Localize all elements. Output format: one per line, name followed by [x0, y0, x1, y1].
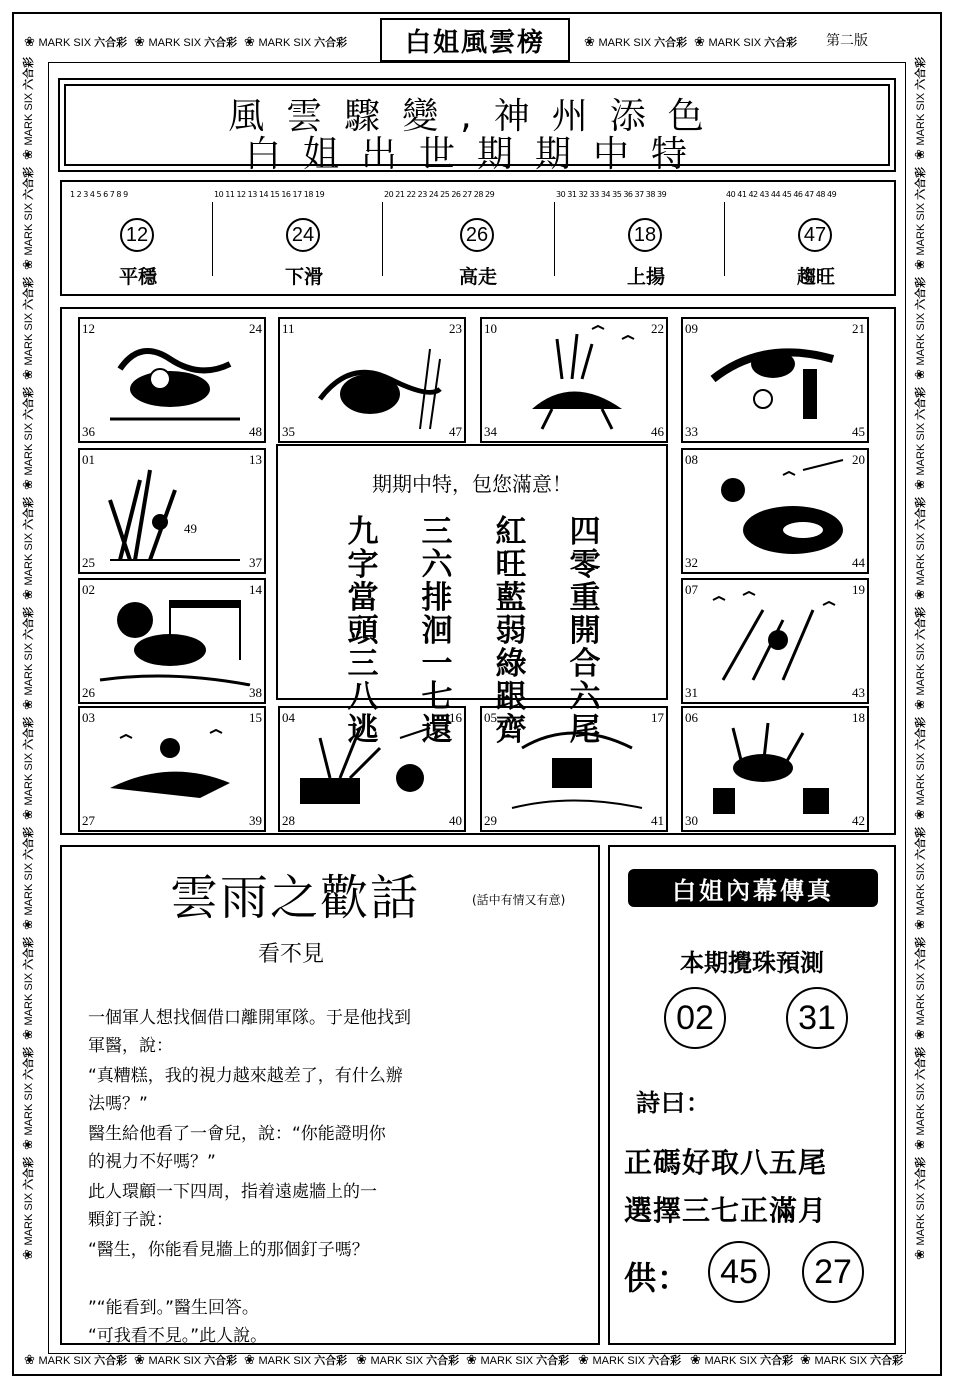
number-strip-4: 30 31 32 33 34 35 36 37 38 39	[556, 190, 667, 199]
tile-number: 10	[484, 321, 497, 336]
tile-number: 30	[685, 813, 698, 828]
watermark-item	[912, 497, 928, 600]
watermark-item	[134, 34, 237, 50]
flower-icon: ❀	[690, 1352, 705, 1367]
watermark-logo: 六合彩	[915, 56, 927, 90]
watermark-text: MARK SIX	[23, 969, 35, 1026]
tile-number: 12	[82, 321, 95, 336]
tile-number: 39	[249, 813, 262, 828]
flower-icon: ❀	[20, 585, 35, 600]
number-strip-1: 1 2 3 4 5 6 7 8 9	[70, 190, 128, 199]
joke-line: 法嗎？”	[88, 1094, 148, 1114]
illustration-image	[80, 319, 266, 443]
supply-label: 供：	[624, 1259, 691, 1297]
watermark-logo: 六合彩	[426, 1355, 460, 1367]
tile-number: 21	[852, 321, 865, 336]
flower-icon: ❀	[912, 695, 927, 710]
poem-column: 三六排洄一七還	[421, 514, 453, 748]
illustration-image	[280, 319, 466, 443]
watermark-text: MARK SIX	[23, 89, 35, 146]
watermark-item	[20, 717, 36, 820]
poem-column: 紅旺藍弱綠跟齊	[495, 514, 527, 748]
picture-tile	[78, 706, 266, 832]
joke-line: 的視力不好嗎？”	[88, 1152, 216, 1172]
flower-icon: ❀	[912, 915, 927, 930]
watermark-text: MARK SIX	[23, 199, 35, 256]
watermark-logo: 六合彩	[536, 1355, 570, 1367]
tile-number: 49	[184, 521, 197, 536]
watermark-item	[20, 387, 36, 490]
watermark-text: MARK SIX	[38, 37, 95, 49]
flower-icon: ❀	[24, 1352, 39, 1367]
tile-number: 19	[852, 582, 865, 597]
watermark-item	[20, 827, 36, 930]
watermark-item	[912, 937, 928, 1040]
watermark-text: MARK SIX	[915, 1079, 927, 1136]
watermark-logo: 六合彩	[915, 716, 927, 750]
watermark-item	[694, 34, 797, 50]
watermark-logo: 六合彩	[314, 37, 348, 49]
divider	[382, 202, 383, 276]
watermark-item	[912, 57, 928, 160]
picture-tile	[681, 578, 869, 704]
watermark-text: MARK SIX	[370, 1355, 427, 1367]
tile-number: 37	[249, 555, 262, 570]
watermark-logo: 六合彩	[94, 37, 128, 49]
divider	[212, 202, 213, 276]
picture-tile	[480, 317, 668, 443]
watermark-text: MARK SIX	[915, 529, 927, 586]
joke-title: 雲雨之歡話	[170, 870, 421, 926]
watermark-logo: 六合彩	[915, 936, 927, 970]
watermark-item	[244, 34, 347, 50]
watermark-logo: 六合彩	[23, 936, 35, 970]
tile-number: 22	[651, 321, 664, 336]
poem-column: 四零重開合六尾	[569, 514, 601, 748]
trend-ball: 26	[460, 218, 494, 252]
illustration-image	[80, 450, 266, 574]
tile-number: 02	[82, 582, 95, 597]
joke-line: 一個軍人想找個借口離開軍隊。于是他找到	[88, 1008, 411, 1028]
watermark-text: MARK SIX	[23, 1079, 35, 1136]
watermark-text: MARK SIX	[915, 1189, 927, 1246]
watermark-logo: 六合彩	[23, 496, 35, 530]
joke-heading: 看不見	[258, 942, 325, 967]
edition-label: 第二版	[826, 33, 868, 49]
flower-icon: ❀	[912, 1135, 927, 1150]
side-poem-line: 正碼好取八五尾	[624, 1146, 828, 1179]
flower-icon: ❀	[912, 1245, 927, 1260]
watermark-text: MARK SIX	[148, 37, 205, 49]
watermark-text: MARK SIX	[258, 37, 315, 49]
watermark-logo: 六合彩	[204, 37, 238, 49]
insider-panel	[608, 845, 896, 1345]
trend-label: 高走	[458, 266, 497, 288]
side-poem-line: 選擇三七正滿月	[624, 1194, 828, 1227]
flower-icon: ❀	[356, 1352, 371, 1367]
tile-number: 31	[685, 685, 698, 700]
watermark-text: MARK SIX	[23, 419, 35, 476]
trend-label: 平穩	[118, 266, 157, 288]
trend-label: 上揚	[626, 266, 665, 288]
watermark-item	[24, 1352, 127, 1368]
picture-tile	[681, 448, 869, 574]
tile-number: 29	[484, 813, 497, 828]
tile-number: 47	[449, 424, 462, 439]
flower-icon: ❀	[244, 1352, 259, 1367]
tile-number: 46	[651, 424, 664, 439]
watermark-item	[912, 1047, 928, 1150]
watermark-item	[912, 387, 928, 490]
flower-icon: ❀	[694, 34, 709, 49]
tile-number: 18	[852, 710, 865, 725]
watermark-text: MARK SIX	[598, 37, 655, 49]
tile-number: 08	[685, 452, 698, 467]
watermark-item	[912, 717, 928, 820]
watermark-text: MARK SIX	[480, 1355, 537, 1367]
joke-line: 醫生給他看了一會兒，說：“你能證明你	[88, 1124, 386, 1144]
watermark-text: MARK SIX	[915, 89, 927, 146]
watermark-item	[24, 34, 127, 50]
joke-line: 此人環顧一下四周，指着遠處牆上的一	[88, 1182, 377, 1202]
flower-icon: ❀	[20, 475, 35, 490]
watermark-item	[20, 1157, 36, 1260]
flower-icon: ❀	[912, 475, 927, 490]
flower-icon: ❀	[912, 1025, 927, 1040]
flower-icon: ❀	[800, 1352, 815, 1367]
insider-banner: 白姐內幕傳真	[628, 869, 878, 907]
watermark-text: MARK SIX	[23, 639, 35, 696]
joke-line: 顆釘子說：	[88, 1210, 173, 1230]
page-title: 白姐風雲榜	[380, 18, 570, 62]
watermark-item	[356, 1352, 459, 1368]
watermark-item	[20, 57, 36, 160]
watermark-logo: 六合彩	[915, 606, 927, 640]
tile-number: 44	[852, 555, 865, 570]
tile-number: 04	[282, 710, 295, 725]
watermark-text: MARK SIX	[23, 529, 35, 586]
headline-line-1: 風雲驟變,神州添色	[228, 96, 726, 137]
watermark-logo: 六合彩	[654, 37, 688, 49]
watermark-item	[690, 1352, 793, 1368]
watermark-text: MARK SIX	[915, 199, 927, 256]
watermark-item	[20, 607, 36, 710]
headline-box	[58, 78, 896, 175]
number-strip-5: 40 41 42 43 44 45 46 47 48 49	[726, 190, 837, 199]
watermark-logo: 六合彩	[23, 1156, 35, 1190]
illustration-image	[683, 708, 869, 832]
watermark-item	[912, 607, 928, 710]
supply-ball: 27	[802, 1241, 864, 1303]
flower-icon: ❀	[912, 585, 927, 600]
watermark-logo: 六合彩	[915, 1046, 927, 1080]
tile-number: 26	[82, 685, 95, 700]
flower-icon: ❀	[20, 255, 35, 270]
joke-line: “醫生，你能看見牆上的那個釘子嗎？	[88, 1240, 369, 1260]
number-strip-2: 10 11 12 13 14 15 16 17 18 19	[214, 190, 325, 199]
watermark-text: MARK SIX	[23, 309, 35, 366]
illustration-image	[80, 580, 266, 704]
poem-column: 九字當頭三八逃	[347, 514, 379, 748]
watermark-text: MARK SIX	[915, 419, 927, 476]
flower-icon: ❀	[134, 1352, 149, 1367]
watermark-item	[20, 277, 36, 380]
watermark-logo: 六合彩	[23, 386, 35, 420]
watermark-text: MARK SIX	[915, 859, 927, 916]
watermark-item	[20, 167, 36, 270]
watermark-text: MARK SIX	[915, 309, 927, 366]
flower-icon: ❀	[20, 695, 35, 710]
tile-number: 27	[82, 813, 95, 828]
trend-label: 下滑	[284, 266, 323, 288]
watermark-item	[20, 937, 36, 1040]
divider	[554, 202, 555, 276]
forecast-ball: 02	[664, 987, 726, 1049]
flower-icon: ❀	[20, 145, 35, 160]
tile-number: 36	[82, 424, 95, 439]
watermark-text: MARK SIX	[708, 37, 765, 49]
watermark-logo: 六合彩	[23, 826, 35, 860]
watermark-logo: 六合彩	[915, 826, 927, 860]
tile-number: 20	[852, 452, 865, 467]
trend-label: 趨旺	[796, 266, 835, 288]
tile-number: 28	[282, 813, 295, 828]
watermark-text: MARK SIX	[704, 1355, 761, 1367]
tile-number: 14	[249, 582, 262, 597]
watermark-text: MARK SIX	[23, 859, 35, 916]
watermark-item	[584, 34, 687, 50]
watermark-item	[466, 1352, 569, 1368]
flower-icon: ❀	[912, 145, 927, 160]
watermark-item	[912, 277, 928, 380]
tile-number: 07	[685, 582, 698, 597]
tile-number: 42	[852, 813, 865, 828]
watermark-text: MARK SIX	[23, 749, 35, 806]
watermark-logo: 六合彩	[23, 1046, 35, 1080]
watermark-item	[912, 1157, 928, 1260]
tile-number: 41	[651, 813, 664, 828]
flower-icon: ❀	[20, 805, 35, 820]
watermark-item	[20, 497, 36, 600]
tile-number: 23	[449, 321, 462, 336]
tile-number: 33	[685, 424, 698, 439]
watermark-text: MARK SIX	[258, 1355, 315, 1367]
watermark-text: MARK SIX	[23, 1189, 35, 1246]
watermark-item	[578, 1352, 681, 1368]
picture-tile	[278, 317, 466, 443]
flower-icon: ❀	[584, 34, 599, 49]
watermark-logo: 六合彩	[204, 1355, 238, 1367]
flower-icon: ❀	[912, 255, 927, 270]
watermark-logo: 六合彩	[870, 1355, 904, 1367]
watermark-logo: 六合彩	[23, 606, 35, 640]
trend-ball: 24	[286, 218, 320, 252]
tile-number: 45	[852, 424, 865, 439]
picture-tile	[681, 706, 869, 832]
flower-icon: ❀	[912, 805, 927, 820]
flower-icon: ❀	[244, 34, 259, 49]
forecast-title: 本期攪珠預測	[680, 949, 824, 977]
watermark-text: MARK SIX	[915, 639, 927, 696]
flower-icon: ❀	[20, 1245, 35, 1260]
illustration-image	[683, 580, 869, 704]
tile-number: 38	[249, 685, 262, 700]
watermark-logo: 六合彩	[23, 716, 35, 750]
supply-ball: 45	[708, 1241, 770, 1303]
watermark-item	[244, 1352, 347, 1368]
flower-icon: ❀	[578, 1352, 593, 1367]
tile-number: 01	[82, 452, 95, 467]
number-strip-3: 20 21 22 23 24 25 26 27 28 29	[384, 190, 495, 199]
watermark-text: MARK SIX	[915, 749, 927, 806]
tile-number: 15	[249, 710, 262, 725]
tile-number: 25	[82, 555, 95, 570]
watermark-text: MARK SIX	[814, 1355, 871, 1367]
tile-number: 40	[449, 813, 462, 828]
watermark-text: MARK SIX	[592, 1355, 649, 1367]
watermark-logo: 六合彩	[764, 37, 798, 49]
flower-icon: ❀	[912, 365, 927, 380]
flower-icon: ❀	[24, 34, 39, 49]
joke-line: ”“能看到。”醫生回答。	[88, 1298, 259, 1318]
illustration-image	[683, 450, 869, 574]
flower-icon: ❀	[466, 1352, 481, 1367]
divider	[724, 202, 725, 276]
tile-number: 03	[82, 710, 95, 725]
tile-number: 09	[685, 321, 698, 336]
number-trend-panel	[60, 180, 896, 296]
trend-ball: 12	[120, 218, 154, 252]
poem-title: 期期中特，包您滿意！	[372, 472, 572, 496]
flower-icon: ❀	[20, 1025, 35, 1040]
watermark-logo: 六合彩	[23, 56, 35, 90]
watermark-logo: 六合彩	[23, 166, 35, 200]
tile-number: 34	[484, 424, 497, 439]
joke-panel	[60, 845, 600, 1345]
watermark-logo: 六合彩	[915, 276, 927, 310]
forecast-ball: 31	[786, 987, 848, 1049]
watermark-logo: 六合彩	[915, 496, 927, 530]
flower-icon: ❀	[20, 915, 35, 930]
tile-number: 35	[282, 424, 295, 439]
headline-line-2: 白姐出世期期中特	[244, 134, 709, 175]
watermark-logo: 六合彩	[94, 1355, 128, 1367]
tile-number: 24	[249, 321, 262, 336]
picture-tile	[681, 317, 869, 443]
picture-tile	[78, 578, 266, 704]
tile-number: 11	[282, 321, 295, 336]
joke-line: 軍醫，說：	[88, 1036, 173, 1056]
tile-number: 48	[249, 424, 262, 439]
trend-ball: 18	[628, 218, 662, 252]
picture-tile	[78, 448, 266, 574]
watermark-item	[20, 1047, 36, 1150]
tile-number: 06	[685, 710, 698, 725]
illustration-image	[683, 319, 869, 443]
watermark-item	[912, 827, 928, 930]
watermark-item	[800, 1352, 903, 1368]
flower-icon: ❀	[20, 1135, 35, 1150]
watermark-logo: 六合彩	[23, 276, 35, 310]
joke-line: “真糟糕，我的視力越來越差了，有什么辦	[88, 1066, 403, 1086]
flower-icon: ❀	[134, 34, 149, 49]
watermark-item	[912, 167, 928, 270]
tile-number: 17	[651, 710, 664, 725]
watermark-logo: 六合彩	[915, 386, 927, 420]
watermark-text: MARK SIX	[148, 1355, 205, 1367]
tile-number: 16	[449, 710, 462, 725]
tile-number: 13	[249, 452, 262, 467]
watermark-logo: 六合彩	[760, 1355, 794, 1367]
tile-number: 32	[685, 555, 698, 570]
watermark-logo: 六合彩	[915, 166, 927, 200]
watermark-text: MARK SIX	[38, 1355, 95, 1367]
watermark-logo: 六合彩	[314, 1355, 348, 1367]
watermark-logo: 六合彩	[648, 1355, 682, 1367]
watermark-text: MARK SIX	[915, 969, 927, 1026]
poem-label: 詩曰：	[636, 1089, 711, 1117]
joke-line: “可我看不見。”此人說。	[88, 1326, 268, 1346]
picture-tile	[78, 317, 266, 443]
tile-number: 43	[852, 685, 865, 700]
illustration-image	[80, 708, 266, 832]
trend-ball: 47	[798, 218, 832, 252]
watermark-item	[134, 1352, 237, 1368]
joke-subtitle: (話中有情又有意)	[472, 893, 566, 907]
flower-icon: ❀	[20, 365, 35, 380]
tile-number: 05	[484, 710, 497, 725]
illustration-image	[482, 319, 668, 443]
watermark-logo: 六合彩	[915, 1156, 927, 1190]
